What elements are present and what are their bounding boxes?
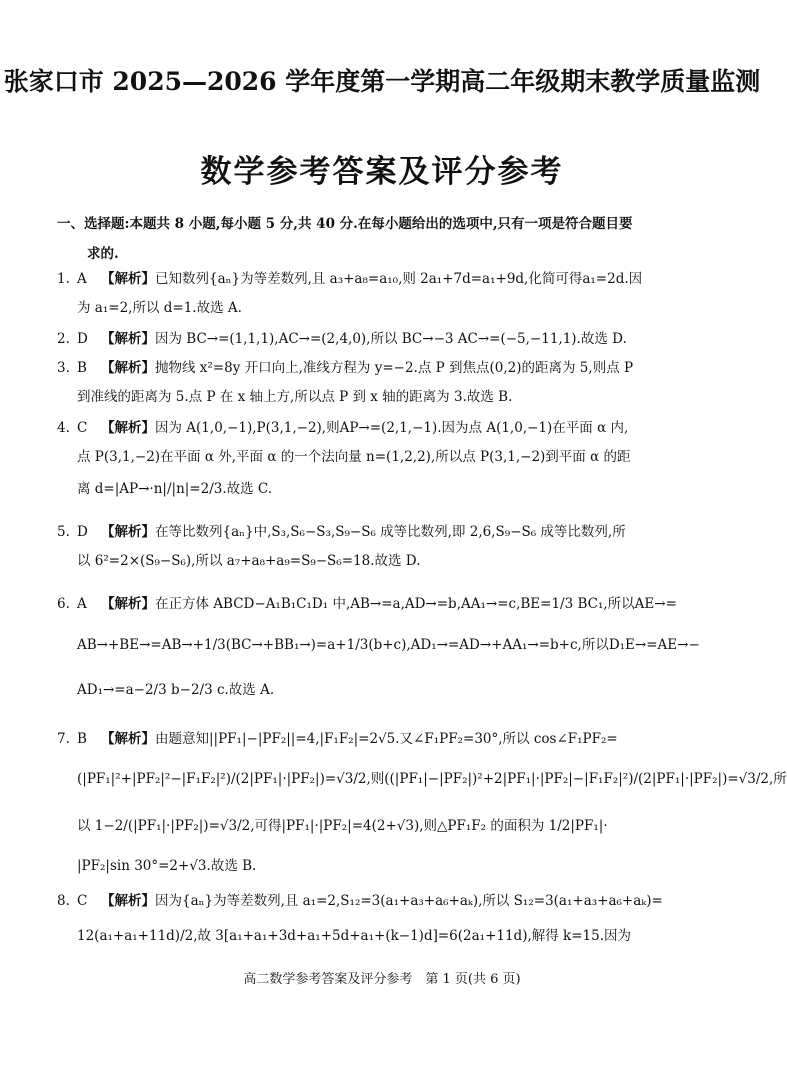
page-footer: 高二数学参考答案及评分参考 第 1 页(共 6 页) (243, 972, 521, 987)
item-number: 1. (57, 271, 70, 287)
item-text-line: 以 6²=2×(S₉−S₆),所以 a₇+a₈+a₉=S₉−S₆=18.故选 D. (77, 553, 421, 569)
item-text-line: AD₁→=a−2/3 b−2/3 c.故选 A. (77, 682, 275, 698)
item-text-line: 离 d=|AP→·n|/|n|=2/3.故选 C. (77, 481, 273, 497)
item-text-line: 由题意知||PF₁|−|PF₂||=4,|F₁F₂|=2√5.又∠F₁PF₂=30°,所以 cos∠F₁PF₂= (155, 731, 618, 747)
answer-item-7 (57, 725, 787, 884)
item-text-line: 抛物线 x²=8y 开口向上,准线方程为 y=−2.点 P 到焦点(0,2)的距离为 5,则点 P (155, 360, 634, 376)
item-number: 7. (57, 731, 70, 747)
answer-item-4 (57, 414, 711, 506)
section-heading-line-1: 一、选择题:本题共 8 小题,每小题 5 分,共 40 分.在每小题给出的选项中,只有一项是符合题目要 (57, 216, 633, 232)
item-text-line: 因为 A(1,0,−1),P(3,1,−2),则AP→=(2,1,−1).因为点 A(1,0,−1)在平面 α 内, (155, 420, 629, 436)
analysis-tag: 【解析】 (101, 331, 155, 347)
item-text-line: |PF₂|sin 30°=2+√3.故选 B. (77, 858, 257, 874)
item-text-line: 到准线的距离为 5.点 P 在 x 轴上方,所以点 P 到 x 轴的距离为 3.故选 B. (77, 389, 513, 405)
item-answer: B (77, 360, 87, 376)
analysis-tag: 【解析】 (101, 271, 155, 287)
item-answer: A (77, 271, 87, 287)
item-text-line: 因为 BC→=(1,1,1),AC→=(2,4,0),所以 BC→−3 AC→=(−5,−11,1).故选 D. (155, 331, 627, 347)
item-answer: B (77, 731, 87, 747)
item-number: 4. (57, 420, 70, 436)
item-text-line: 在正方体 ABCD−A₁B₁C₁D₁ 中,AB→=a,AD→=b,AA₁→=c,BE=1/3 BC₁,所以AE→= (155, 596, 677, 612)
item-answer: A (77, 596, 87, 612)
item-text-line: (|PF₁|²+|PF₂|²−|F₁F₂|²)/(2|PF₁|·|PF₂|)=√3/2,则((|PF₁|−|PF₂|)²+2|PF₁|·|PF₂|−|F₁F₂|²)/(2|PF₁|·|PF₂|)=√3/2,所 (77, 771, 787, 787)
item-answer: D (77, 524, 88, 540)
analysis-tag: 【解析】 (101, 731, 155, 747)
answer-item-8 (57, 887, 711, 956)
item-text-line: 已知数列{aₙ}为等差数列,且 a₃+a₈=a₁₀,则 2a₁+7d=a₁+9d,化简可得a₁=2d.因 (155, 271, 643, 287)
analysis-tag: 【解析】 (101, 893, 155, 909)
item-text-line: 为 a₁=2,所以 d=1.故选 A. (77, 300, 242, 316)
item-number: 3. (57, 360, 70, 376)
analysis-tag: 【解析】 (101, 360, 155, 376)
item-answer: C (77, 893, 88, 909)
analysis-tag: 【解析】 (101, 420, 155, 436)
answer-item-3 (57, 354, 711, 412)
document-subtitle: 数学参考答案及评分参考 (200, 154, 564, 190)
item-number: 5. (57, 524, 70, 540)
analysis-tag: 【解析】 (101, 596, 155, 612)
document-title: 张家口市 2025—2026 学年度第一学期高二年级期末教学质量监测 (3, 67, 761, 96)
item-number: 8. (57, 893, 70, 909)
answer-item-5 (57, 518, 711, 576)
item-number: 2. (57, 331, 70, 347)
answer-item-6 (57, 590, 711, 709)
item-text-line: 以 1−2/(|PF₁|·|PF₂|)=√3/2,可得|PF₁|·|PF₂|=4(2+√3),则△PF₁F₂ 的面积为 1/2|PF₁|· (77, 818, 608, 834)
item-answer: D (77, 331, 88, 347)
item-text-line: 点 P(3,1,−2)在平面 α 外,平面 α 的一个法向量 n=(1,2,2),所以点 P(3,1,−2)到平面 α 的距 (77, 449, 631, 465)
item-text-line: 12(a₁+a₁+11d)/2,故 3[a₁+a₁+3d+a₁+5d+a₁+(k−1)d]=6(2a₁+11d),解得 k=15.因为 (77, 928, 632, 944)
section-heading (57, 209, 717, 269)
answer-item-2 (57, 325, 711, 354)
answer-item-1 (57, 265, 711, 323)
item-text-line: AB→+BE→=AB→+1/3(BC→+BB₁→)=a+1/3(b+c),AD₁→=AD→+AA₁→=b+c,所以D₁E→=AE→− (77, 637, 700, 653)
analysis-tag: 【解析】 (101, 524, 155, 540)
section-heading-line-2: 求的. (87, 246, 119, 262)
item-answer: C (77, 420, 88, 436)
item-number: 6. (57, 596, 70, 612)
item-text-line: 在等比数列{aₙ}中,S₃,S₆−S₃,S₉−S₆ 成等比数列,即 2,6,S₉−S₆ 成等比数列,所 (155, 524, 626, 540)
item-text-line: 因为{aₙ}为等差数列,且 a₁=2,S₁₂=3(a₁+a₃+a₆+aₖ),所以 S₁₂=3(a₁+a₃+a₆+aₖ)= (155, 893, 663, 909)
